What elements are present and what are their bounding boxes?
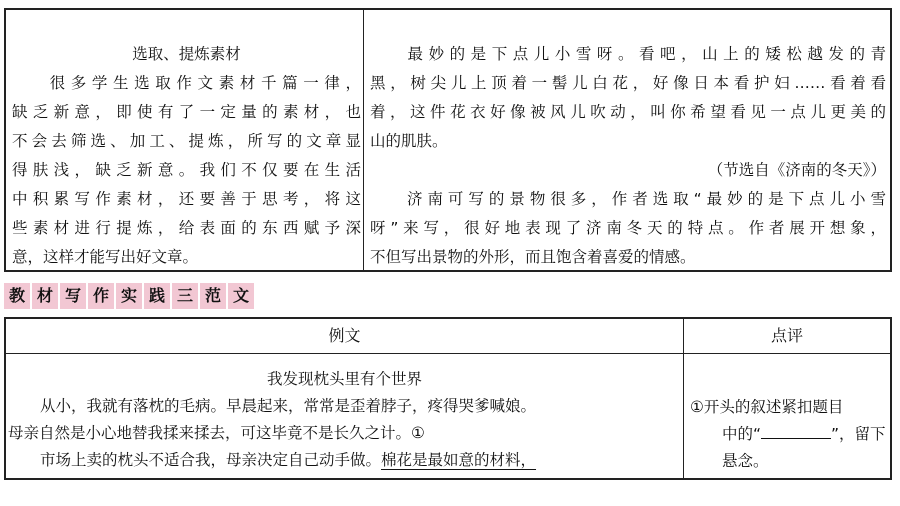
tip-line: 些素材进行提炼，给表面的东西赋予深 bbox=[12, 219, 361, 237]
essay-line: 母亲自然是小心地替我揉来揉去，可这毕竟不是长久之计。① bbox=[8, 424, 425, 442]
comment-line: ①开头的叙述紧扣题目 bbox=[690, 398, 844, 416]
essay-line: 从小，我就有落枕的毛病。早晨起来，常常是歪着脖子，疼得哭爹喊娘。 bbox=[40, 397, 537, 415]
header-example: 例文 bbox=[6, 319, 684, 353]
tip-column bbox=[6, 10, 364, 270]
excerpt-line: 山的肌肤。 bbox=[370, 132, 448, 150]
section-heading-char: 文 bbox=[228, 283, 254, 309]
comment-line: 悬念。 bbox=[722, 452, 769, 470]
excerpt-source: （节选自《济南的冬天》） bbox=[707, 161, 886, 179]
section-heading-char: 三 bbox=[172, 283, 198, 309]
model-essay-table bbox=[4, 317, 892, 480]
tip-line: 意，这样才能写出好文章。 bbox=[12, 248, 199, 266]
analysis-line: 不但写出景物的外形，而且饱含着喜爱的情感。 bbox=[370, 248, 696, 266]
section-heading-char: 作 bbox=[88, 283, 114, 309]
excerpt-line: 黑，树尖儿上顶着一髻儿白花，好像日本看护妇……看着看 bbox=[370, 74, 886, 92]
section-heading-char: 实 bbox=[116, 283, 142, 309]
section-heading-char: 范 bbox=[200, 283, 226, 309]
tip-line: 得肤浅，缺乏新意。我们不仅要在生活 bbox=[12, 161, 361, 179]
comment-line: 中的“ ”，留下 bbox=[690, 421, 886, 448]
table-body-row bbox=[6, 354, 890, 479]
tip-line: 不会去筛选、加工、提炼，所写的文章显 bbox=[12, 132, 361, 150]
section-heading-char: 写 bbox=[60, 283, 86, 309]
example-column bbox=[364, 10, 890, 270]
header-comment: 点评 bbox=[770, 326, 803, 345]
tip-line: 很多学生选取作文素材千篇一律， bbox=[44, 74, 361, 92]
essay-title: 我发现枕头里有个世界 bbox=[266, 370, 422, 388]
section-heading-char: 教 bbox=[4, 283, 30, 309]
writing-tips-table bbox=[4, 8, 892, 272]
essay-column bbox=[6, 354, 684, 479]
section-heading-char: 践 bbox=[144, 283, 170, 309]
excerpt-line: 着，这件花衣好像被风儿吹动，叫你希望看见一点儿更美的 bbox=[370, 103, 886, 121]
excerpt-line: 最妙的是下点儿小雪呀。看吧，山上的矮松越发的青 bbox=[402, 45, 886, 63]
analysis-line: 呀”来写，很好地表现了济南冬天的特点。作者展开想象， bbox=[370, 219, 886, 237]
analysis-line: 济南可写的景物很多，作者选取“最妙的是下点儿小雪 bbox=[402, 190, 886, 208]
section-heading bbox=[4, 283, 254, 309]
answer-blank[interactable] bbox=[761, 422, 831, 439]
section-heading-char: 材 bbox=[32, 283, 58, 309]
tip-line: 中积累写作素材，还要善于思考，将这 bbox=[12, 190, 361, 208]
table-header-row bbox=[6, 319, 890, 354]
comment-column bbox=[684, 354, 890, 479]
tip-line: 缺乏新意，即使有了一定量的素材，也 bbox=[12, 103, 361, 121]
underlined-sentence: 棉花是最如意的材料， bbox=[381, 451, 537, 469]
essay-line: 市场上卖的枕头不适合我，母亲决定自己动手做。棉花是最如意的材料， bbox=[40, 451, 537, 469]
tip-title: 选取、提炼素材 bbox=[132, 45, 241, 63]
